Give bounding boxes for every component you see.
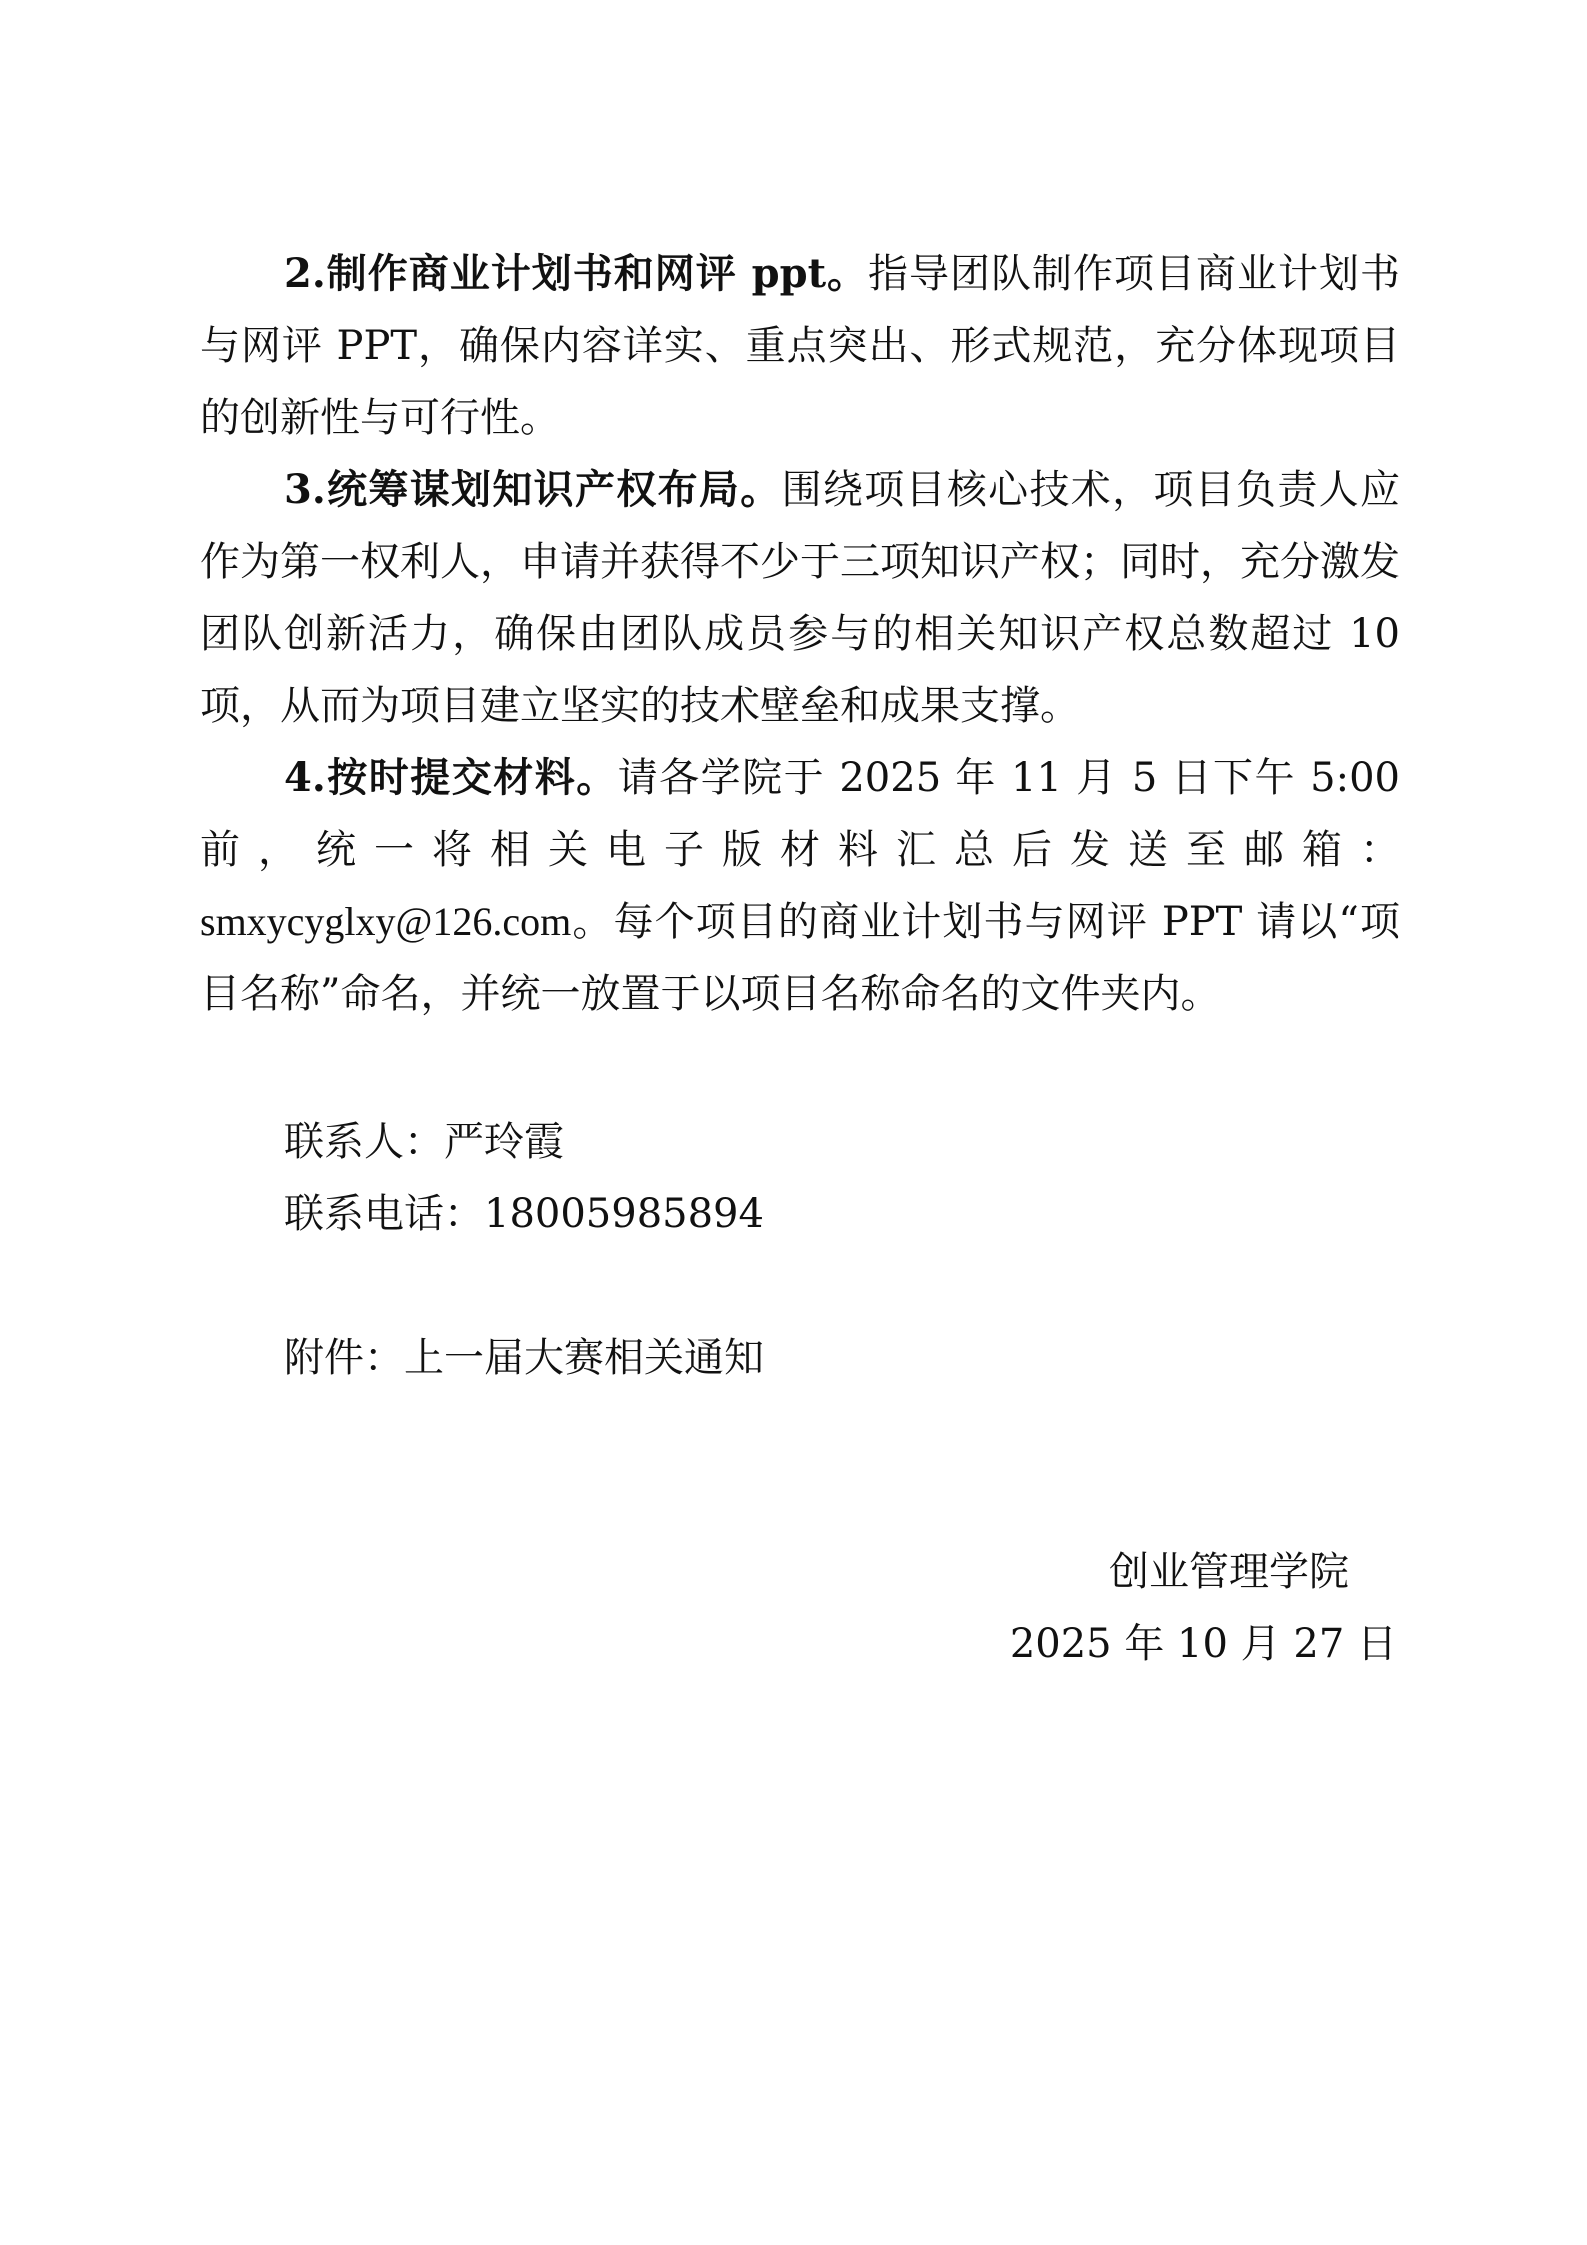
item-business-plan [200, 238, 1400, 454]
item-text: 围绕项目核心技术，项目负责人应作为第一权利人，申请并获得不少于三项知识产权；同时，充分激发团队创新活力，确保由团队成员参与的相关知识产权总数超过 10 项，从而为项目建立坚实的技术壁垒和成果支撑。 [200, 467, 1400, 729]
signature-block [1010, 1536, 1397, 1680]
item-submit-materials [200, 742, 1400, 1030]
item-ip-layout [200, 454, 1400, 742]
contact-phone: 联系电话：18005985894 [284, 1191, 764, 1237]
email-address[interactable]: smxycyglxy@126.com [200, 899, 572, 944]
signature-org: 创业管理学院 [1109, 1549, 1349, 1595]
document-body [200, 238, 1400, 1394]
item-text: 请各学院于 2025 年 11 月 5 日下午 5:00 前，统一将相关电子版材料汇总后发送至邮箱： [200, 755, 1400, 873]
spacer [200, 1030, 1400, 1106]
contact-person: 联系人：严玲霞 [284, 1119, 564, 1165]
item-heading: 3.统筹谋划知识产权布局。 [284, 466, 782, 513]
item-heading: 4.按时提交材料。 [284, 754, 618, 801]
attachment-note: 附件：上一届大赛相关通知 [284, 1335, 764, 1381]
item-heading: 2.制作商业计划书和网评 ppt。 [284, 250, 869, 297]
item-text: 。每个项目的商业计划书与网评 PPT 请以“项目名称”命名，并统一放置于以项目名称命名的文件夹内。 [200, 899, 1400, 1017]
spacer [200, 1250, 1400, 1322]
signature-date: 2025 年 10 月 27 日 [1009, 1621, 1397, 1667]
item-text: 指导团队制作项目商业计划书与网评 PPT，确保内容详实、重点突出、形式规范，充分体现项目的创新性与可行性。 [200, 251, 1400, 441]
